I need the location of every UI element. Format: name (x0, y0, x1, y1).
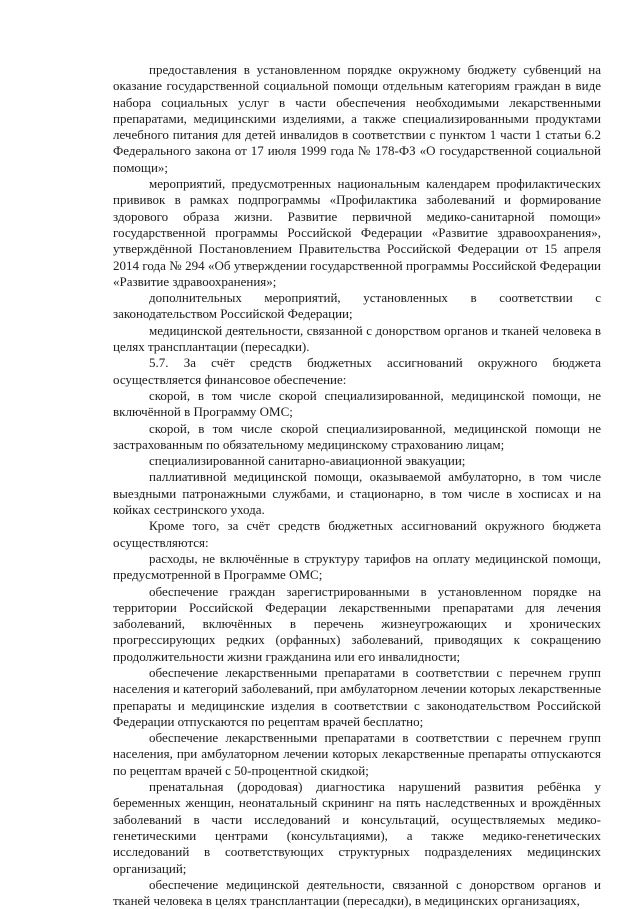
paragraph-expenses-not-in-tariffs: расходы, не включённые в структуру тарифов на оплату медицинской помощи, предусмотренной в Программе ОМС; (113, 550, 601, 583)
paragraph-also-financed: Кроме того, за счёт средств бюджетных ассигнований окружного бюджета осуществляются: (113, 518, 601, 550)
document-body (113, 62, 601, 909)
paragraph-vaccination-calendar: мероприятий, предусмотренных национальным календарем профилактических прививок в рамках подпрограммы «Профилактика заболеваний и формирование здорового образа жизни. Развитие первичной медико-санитарной помощи» государственной программы Российской Федерации «Развитие здравоохранения», утверждённой Постановлением Правительства Российской Федерации от 15 апреля 2014 года № 294 «Об утверждении государственной программы Российской Федерации «Развитие здравоохранения»; (113, 176, 601, 289)
paragraph-additional-measures: дополнительных мероприятий, установленных в соответствии с законодательством Российской Федерации; (113, 290, 601, 322)
paragraph-emergency-care-not-in-oms: скорой, в том числе скорой специализированной, медицинской помощи, не включённой в Программу ОМС; (113, 387, 601, 420)
paragraph-palliative-care: паллиативной медицинской помощи, оказываемой амбулаторно, в том числе выездными патронажными службами, и стационарно, в том числе в хосписах и на койках сестринского ухода. (113, 469, 601, 518)
paragraph-air-evacuation: специализированной санитарно-авиационной эвакуации; (149, 453, 466, 469)
paragraph-organ-donation-support: обеспечение медицинской деятельности, связанной с донорством органов и тканей человека в целях трансплантации (пересадки), в медицинских организациях, (113, 876, 601, 909)
paragraph-free-prescriptions: обеспечение лекарственными препаратами в соответствии с перечнем групп населения и категорий заболеваний, при амбулаторном лечении которых лекарственные препараты и медицинские изделия в соответствии с законодательством Российской Федерации отпускаются по рецептам врачей бесплатно; (113, 664, 601, 729)
paragraph-subventions: предоставления в установленном порядке окружному бюджету субвенций на оказание государственной социальной помощи отдельным категориям граждан в виде набора социальных услуг в части обеспечения необходимыми лекарственными препаратами, медицинскими изделиями, а также специализированными продуктами лечебного питания для детей инвалидов в соответствии с пунктом 1 части 1 статьи 6.2 Федерального закона от 17 июля 1999 года № 178-ФЗ «О государственной социальной помощи»; (113, 62, 601, 175)
paragraph-prenatal-diagnostics: пренатальная (дородовая) диагностика нарушений развития ребёнка у беременных женщин, неонатальный скрининг на пять наследственных и врождённых заболеваний в части исследований и консультаций, осуществляемых медико-генетическими центрами (консультациями), а также медико-генетических исследований в соответствующих структурных подразделениях медицинских организаций; (113, 779, 601, 876)
paragraph-emergency-care-uninsured: скорой, в том числе скорой специализированной, медицинской помощи не застрахованным по обязательному медицинскому страхованию лицам; (113, 420, 601, 452)
paragraph-section-5-7: 5.7. За счёт средств бюджетных ассигнований окружного бюджета осуществляется финансовое обеспечение: (113, 355, 601, 387)
paragraph-organ-donation: медицинской деятельности, связанной с донорством органов и тканей человека в целях трансплантации (пересадки). (113, 322, 601, 355)
paragraph-discount-prescriptions: обеспечение лекарственными препаратами в соответствии с перечнем групп населения, при амбулаторном лечении которых лекарственные препараты отпускаются по рецептам врачей с 50-процентной скидкой; (113, 730, 601, 778)
paragraph-orphan-diseases: обеспечение граждан зарегистрированными в установленном порядке на территории Российской Федерации лекарственными препаратами для лечения заболеваний, включённых в перечень жизнеугрожающих и хронических прогрессирующих редких (орфанных) заболеваний, приводящих к сокращению продолжительности жизни гражданина или его инвалидности; (113, 583, 601, 664)
